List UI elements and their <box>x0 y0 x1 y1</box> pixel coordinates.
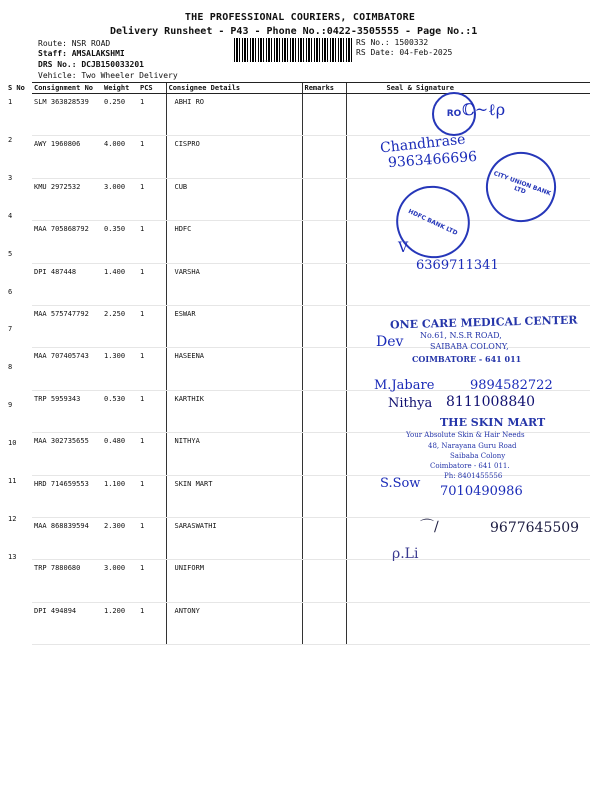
signature-row5: V <box>398 240 409 256</box>
cell-weight: 0.350 <box>102 221 138 263</box>
rs-number: RS No.: 1500332 <box>356 38 429 47</box>
skin-mart-stamp-ph: Ph: 8401455556 <box>444 472 503 480</box>
cub-seal-text: CITY UNION BANK LTD <box>492 170 552 198</box>
cell-sno: 6 <box>8 287 13 296</box>
cell-weight: 2.300 <box>102 517 138 559</box>
staff: Staff: AMSALAKSHMI <box>38 49 125 58</box>
cell-consignee: ESWAR <box>166 305 302 347</box>
cell-pcs: 1 <box>138 178 166 220</box>
cell-consignee: VARSHA <box>166 263 302 305</box>
cell-consignee: KARTHIK <box>166 390 302 432</box>
hdfc-seal-text: HDFC BANK LTD <box>407 207 459 237</box>
col-header-consignee: Consignee Details <box>166 83 302 94</box>
cell-weight: 0.250 <box>102 94 138 136</box>
cell-consignment-no: MAA 302735655 <box>32 433 102 475</box>
cell-weight: 1.100 <box>102 475 138 517</box>
signature-row12: ⌒∕ <box>420 519 439 535</box>
cell-weight: 1.200 <box>102 602 138 644</box>
cell-consignment-no: MAA 575747792 <box>32 305 102 347</box>
signature-row11: S.Sow <box>380 476 421 491</box>
cell-pcs: 1 <box>138 602 166 644</box>
table-row <box>32 221 590 263</box>
skin-mart-stamp-tag: Your Absolute Skin & Hair Needs <box>406 431 525 439</box>
cell-consignment-no: TRP 7880680 <box>32 560 102 602</box>
cell-weight: 3.000 <box>102 178 138 220</box>
cell-consignment-no: SLM 363828539 <box>32 94 102 136</box>
cell-consignment-no: MAA 705868792 <box>32 221 102 263</box>
cell-pcs: 1 <box>138 517 166 559</box>
cell-sno: 2 <box>8 135 13 144</box>
cell-sno: 9 <box>8 401 13 410</box>
cell-pcs: 1 <box>138 136 166 178</box>
cell-consignment-no: MAA 707405743 <box>32 348 102 390</box>
cell-remarks <box>302 348 346 390</box>
cell-remarks <box>302 178 346 220</box>
cell-weight: 3.000 <box>102 560 138 602</box>
cell-sno: 11 <box>8 477 17 485</box>
cell-consignment-no: TRP 5959343 <box>32 390 102 432</box>
cell-seal-signature <box>346 560 590 602</box>
col-header-pcs: PCS <box>138 83 166 94</box>
cell-remarks <box>302 433 346 475</box>
cell-consignment-no: MAA 868839594 <box>32 517 102 559</box>
runsheet-subtitle: Delivery Runsheet - P43 - Phone No.:0422-3505555 - Page No.:1 <box>110 26 478 37</box>
cell-pcs: 1 <box>138 560 166 602</box>
cell-remarks <box>302 560 346 602</box>
skin-mart-stamp-addr: 48, Narayana Guru Road <box>428 442 517 450</box>
signature-row1: ℂ~ℓρ <box>462 100 506 119</box>
medical-center-stamp-name: ONE CARE MEDICAL CENTER <box>389 313 578 332</box>
table-row <box>32 602 590 644</box>
cell-sno: 13 <box>8 552 17 561</box>
cell-consignee: ANTONY <box>166 602 302 644</box>
route: Route: NSR ROAD <box>38 39 111 48</box>
cell-sno: 3 <box>8 173 13 182</box>
phone-row9b: 8111008840 <box>446 394 536 410</box>
drs-number: DRS No.: DCJB150033201 <box>38 60 144 69</box>
phone-row2: 9363466696 <box>387 148 478 172</box>
cell-remarks <box>302 305 346 347</box>
medical-center-stamp-city: COIMBATORE - 641 011 <box>412 354 522 364</box>
cell-weight: 0.480 <box>102 433 138 475</box>
cell-sno: 7 <box>8 325 13 334</box>
phone-row5: 6369711341 <box>416 258 499 273</box>
cell-consignee: CISPRO <box>166 136 302 178</box>
round-seal-row1: RO <box>432 92 476 136</box>
cell-consignment-no: KMU 2972532 <box>32 178 102 220</box>
cell-pcs: 1 <box>138 221 166 263</box>
cell-consignee: SARASWATHI <box>166 517 302 559</box>
company-title: THE PROFESSIONAL COURIERS, COIMBATORE <box>184 12 416 23</box>
cell-weight: 1.400 <box>102 263 138 305</box>
phone-row9a: 9894582722 <box>470 378 553 393</box>
cell-weight: 2.250 <box>102 305 138 347</box>
phone-row11: 7010490986 <box>440 484 523 499</box>
cell-sno: 8 <box>8 363 13 372</box>
signature-row13: ρ.Li <box>392 546 419 562</box>
col-header-consignment: Consignment No <box>32 83 102 94</box>
cell-remarks <box>302 390 346 432</box>
medical-center-stamp-addr1: No.61, N.S.R ROAD, <box>420 331 502 340</box>
cell-sno: 12 <box>8 514 17 523</box>
cell-remarks <box>302 475 346 517</box>
table-row <box>32 94 590 136</box>
cell-sno: 10 <box>8 439 17 448</box>
cell-consignment-no: HRD 714659553 <box>32 475 102 517</box>
cell-pcs: 1 <box>138 94 166 136</box>
cell-remarks <box>302 221 346 263</box>
cell-sno: 5 <box>8 249 13 258</box>
table-row <box>32 263 590 305</box>
signature-row2: Chandhrase <box>379 131 467 157</box>
cell-consignee: CUB <box>166 178 302 220</box>
cell-consignee: UNIFORM <box>166 560 302 602</box>
cell-sno: 4 <box>8 211 13 220</box>
cell-consignment-no: AWY 1960806 <box>32 136 102 178</box>
skin-mart-stamp-name: THE SKIN MART <box>440 416 546 429</box>
phone-row12: 9677645509 <box>490 520 580 536</box>
cell-seal-signature <box>346 602 590 644</box>
cell-pcs: 1 <box>138 475 166 517</box>
cell-remarks <box>302 517 346 559</box>
cell-consignee: ABHI RO <box>166 94 302 136</box>
barcode <box>234 38 352 62</box>
col-header-sno: S No <box>8 84 25 92</box>
rs-date: RS Date: 04-Feb-2025 <box>356 48 453 57</box>
col-header-signature: Seal & Signature <box>346 83 590 94</box>
cell-pcs: 1 <box>138 263 166 305</box>
signature-row9a: M.Jabare <box>374 378 435 393</box>
cell-consignment-no: DPI 487448 <box>32 263 102 305</box>
cell-remarks <box>302 602 346 644</box>
cell-remarks <box>302 94 346 136</box>
cell-pcs: 1 <box>138 390 166 432</box>
table-header-row <box>32 83 590 94</box>
cell-consignee: SKIN MART <box>166 475 302 517</box>
skin-mart-stamp-city: Coimbatore - 641 011. <box>430 462 510 470</box>
vehicle: Vehicle: Two Wheeler Delivery <box>38 71 178 80</box>
cell-consignment-no: DPI 494894 <box>32 602 102 644</box>
cell-consignee: HASEENA <box>166 348 302 390</box>
cell-pcs: 1 <box>138 305 166 347</box>
table-row <box>32 560 590 602</box>
cell-weight: 1.300 <box>102 348 138 390</box>
medical-center-stamp-addr2: SAIBABA COLONY, <box>430 342 509 351</box>
cell-weight: 4.000 <box>102 136 138 178</box>
col-header-weight: Weight <box>102 83 138 94</box>
skin-mart-stamp-area: Saibaba Colony <box>450 452 506 460</box>
cell-pcs: 1 <box>138 348 166 390</box>
cell-sno: 1 <box>8 98 13 106</box>
signature-row7: Dev <box>376 334 404 350</box>
cell-consignee: HDFC <box>166 221 302 263</box>
cell-weight: 0.530 <box>102 390 138 432</box>
cell-consignee: NITHYA <box>166 433 302 475</box>
col-header-remarks: Remarks <box>302 83 346 94</box>
nithya-signature: Nithya <box>388 396 433 411</box>
cell-remarks <box>302 136 346 178</box>
cell-remarks <box>302 263 346 305</box>
cell-pcs: 1 <box>138 433 166 475</box>
